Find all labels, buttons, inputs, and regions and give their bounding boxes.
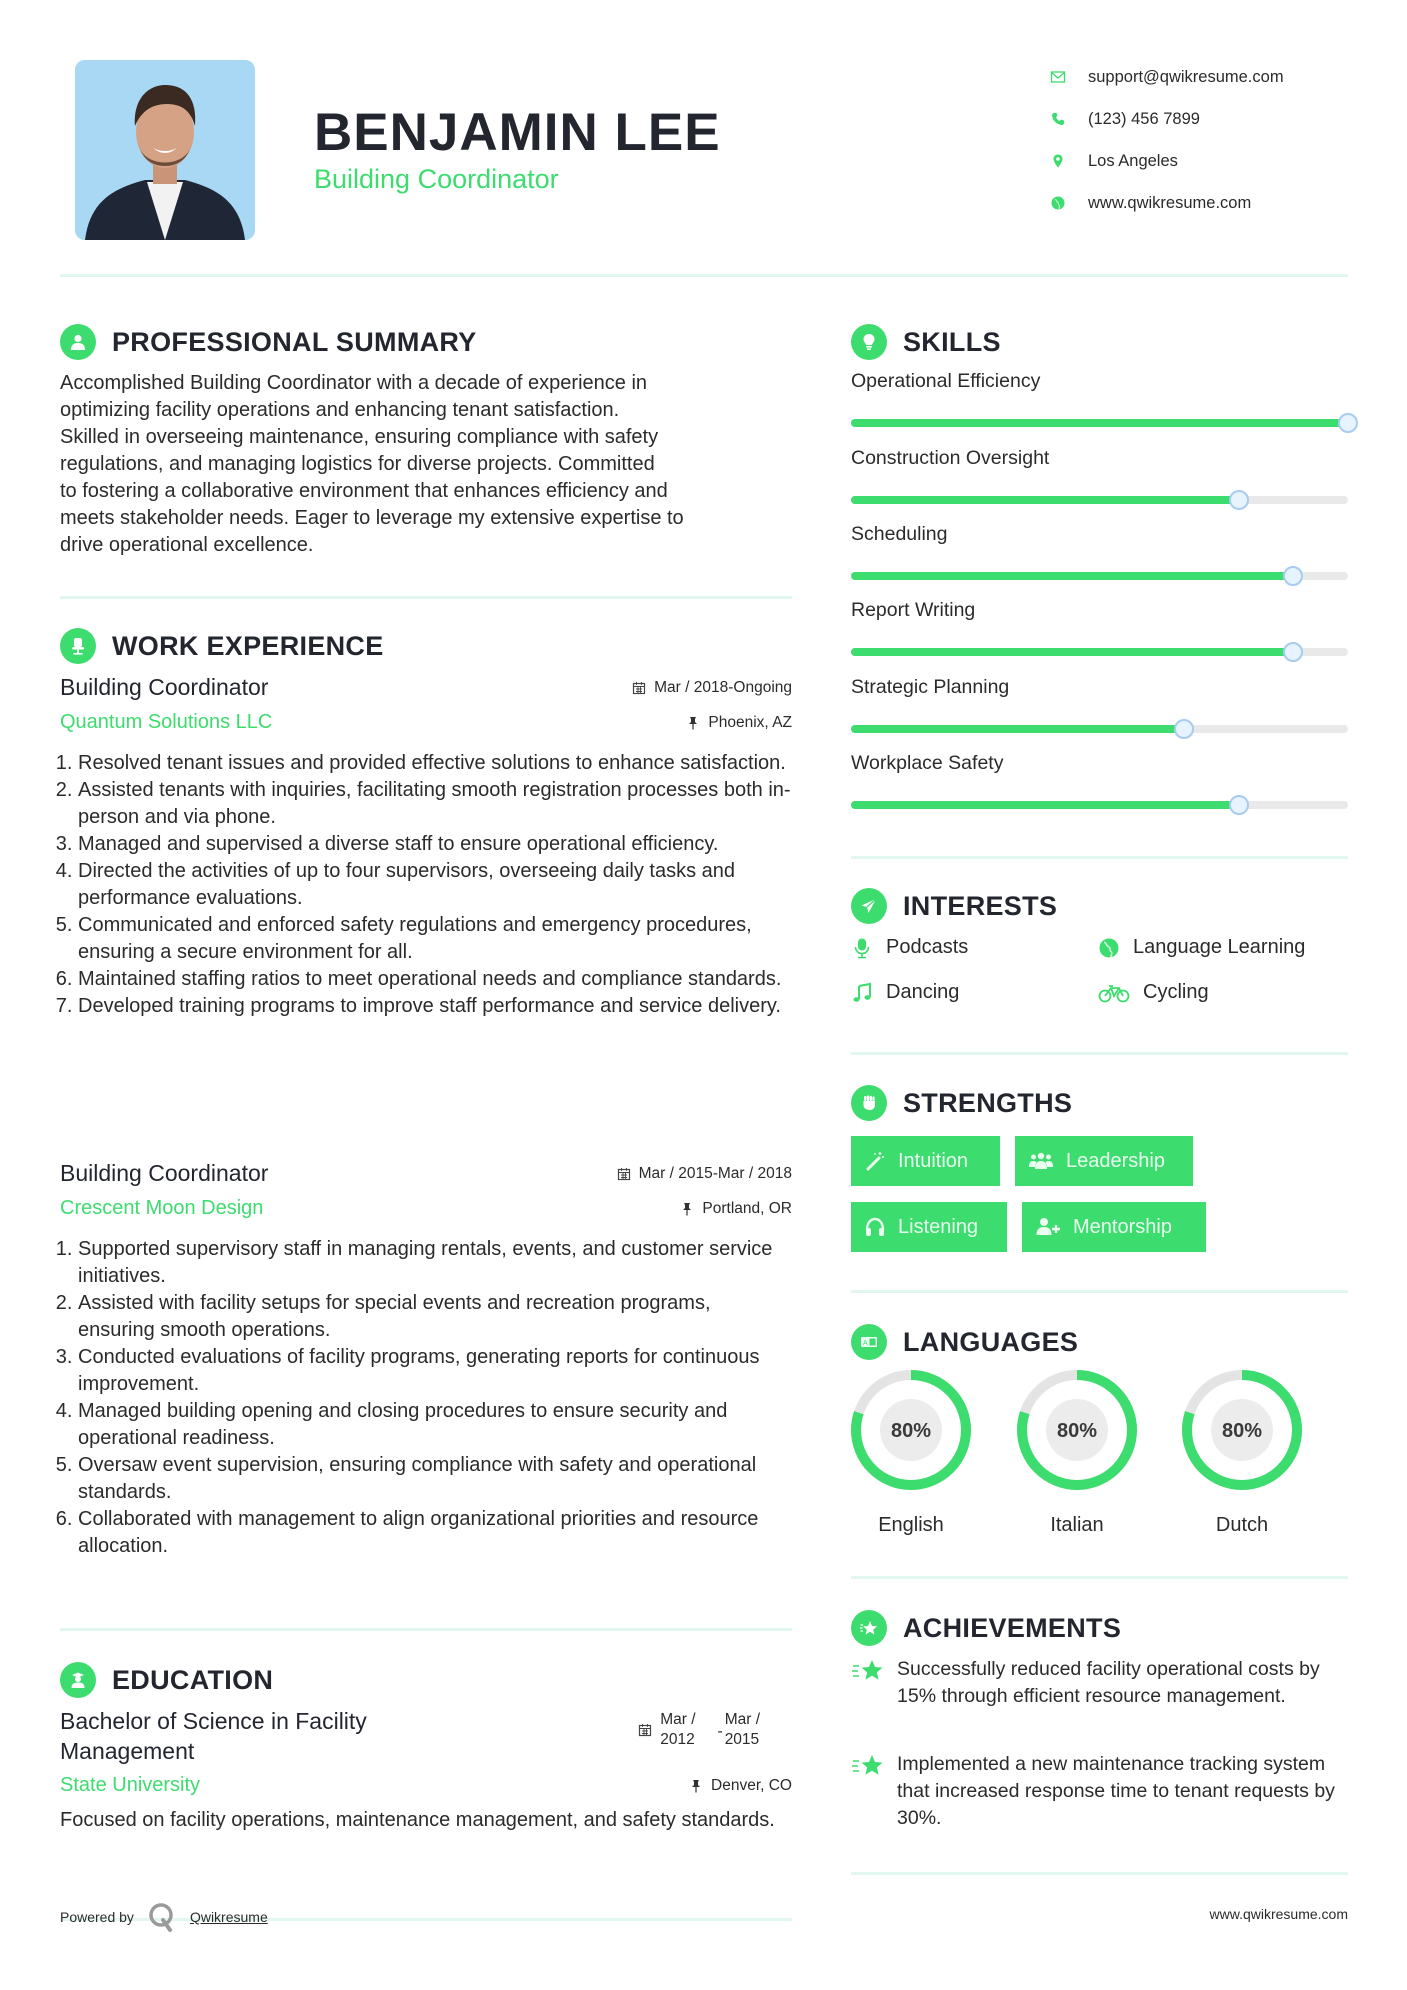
skill-knob[interactable] [1338,413,1358,433]
job-bullet: 4. Directed the activities of up to four supervisors, overseeing daily tasks and performance evaluations. [78,858,792,912]
job-bullets [60,750,792,1020]
language-percent: 80% [1056,1420,1098,1442]
magic-wand-icon [864,1150,886,1172]
experience-heading [60,628,384,664]
job-company: Crescent Moon Design [60,1197,264,1219]
education-location [689,1777,792,1795]
strengths-divider [851,1290,1348,1293]
candidate-name: BENJAMIN LEE [314,103,721,162]
date-separator: - [717,1723,723,1740]
paper-plane-icon [851,888,887,924]
achievement-text: Implemented a new maintenance tracking system that increased response time to tenant requests by 30%. [897,1753,1335,1829]
summary-heading [60,324,477,360]
school-name: State University [60,1774,201,1796]
skills-divider [851,856,1348,859]
skill-fill [851,572,1293,580]
strength-badge-intuition [851,1136,1000,1186]
skill-name: Report Writing [851,599,976,621]
interest-label: Language Learning [1133,936,1306,958]
skills-title: SKILLS [903,326,1001,357]
summary-line: Accomplished Building Coordinator with a decade of experience in [60,372,648,394]
skill-knob[interactable] [1229,795,1249,815]
languages-divider [851,1576,1348,1579]
calendar-icon [638,1723,652,1737]
achievement-text: Successfully reduced facility operational costs by 15% through efficient resource management. [897,1658,1320,1707]
calendar-icon [632,681,646,695]
interest-label: Cycling [1143,981,1209,1003]
languages-heading [851,1324,1078,1360]
pushpin-icon [689,1779,703,1793]
skill-fill [851,419,1348,427]
job-bullet: 5. Communicated and enforced safety regulations and emergency procedures, ensuring a secure environment for all. [78,912,792,966]
achievements-title: ACHIEVEMENTS [903,1612,1122,1643]
qwikresume-link[interactable]: Qwikresume [189,1909,268,1925]
job-title: Building Coordinator [60,674,269,700]
job-location-text: Portland, OR [702,1199,792,1217]
strength-badge-mentorship [1022,1202,1206,1252]
education-dates [638,1710,760,1750]
skill-knob[interactable] [1229,490,1249,510]
user-plus-icon [1035,1216,1061,1238]
summary-text [60,370,800,559]
job-dates [632,679,792,697]
pushpin-icon [686,716,700,730]
achievement-item [851,1751,1361,1832]
skill-knob[interactable] [1174,719,1194,739]
skill-item [851,599,1348,656]
shooting-star-icon [851,1658,885,1684]
education-location-text: Denver, CO [711,1776,792,1794]
strength-label: Listening [898,1215,979,1238]
experience-title: WORK EXPERIENCE [112,630,384,661]
contact-email-text: support@qwikresume.com [1088,67,1284,86]
location-icon [1050,153,1088,169]
job-bullet: 6. Maintained staffing ratios to meet operational needs and compliance standards. [78,966,792,993]
skill-fill [851,801,1239,809]
interest-item [1098,981,1209,1004]
education-title: EDUCATION [112,1664,274,1695]
strength-badge-leadership [1015,1136,1193,1186]
job-bullet: 6. Collaborated with management to align organizational priorities and resource allocation. [78,1506,792,1560]
education-heading [60,1662,273,1698]
skill-slider[interactable] [851,419,1348,427]
interest-item [1098,936,1305,959]
strength-label: Intuition [898,1149,969,1172]
powered-by-label: Powered by [60,1909,134,1925]
contact-website-text: www.qwikresume.com [1088,193,1252,212]
languages-title: LANGUAGES [903,1326,1079,1357]
strength-label: Leadership [1066,1149,1165,1172]
skill-name: Operational Efficiency [851,370,1041,392]
job-location-text: Phoenix, AZ [708,713,792,731]
language-progress-ring [851,1370,971,1490]
skill-knob[interactable] [1283,642,1303,662]
skill-item [851,447,1348,504]
skill-name: Workplace Safety [851,752,1004,774]
graduate-icon [60,1662,96,1698]
interests-title: INTERESTS [903,890,1058,921]
language-name: English [878,1514,944,1536]
contact-location-text: Los Angeles [1088,151,1178,170]
mail-icon [1050,69,1088,85]
strengths-title: STRENGTHS [903,1087,1073,1118]
footer-website[interactable]: www.qwikresume.com [1209,1906,1348,1922]
language-progress-ring [1017,1370,1137,1490]
contact-website[interactable] [1050,182,1284,224]
strengths-heading [851,1085,1072,1121]
job-bullet: 2. Assisted tenants with inquiries, facilitating smooth registration processes both in-person and via phone. [78,777,792,831]
calendar-icon [617,1167,631,1181]
experience-divider [60,1628,792,1631]
degree-line: Management [60,1738,195,1764]
profile-photo [75,60,255,240]
language-percent: 80% [1221,1420,1263,1442]
degree-line: Bachelor of Science in Facility [60,1708,367,1734]
skills-heading [851,324,1001,360]
office-chair-icon [60,628,96,664]
users-icon [1028,1150,1054,1172]
skill-fill [851,496,1239,504]
degree [60,1706,367,1766]
language-progress-ring [1182,1370,1302,1490]
strength-label: Mentorship [1073,1215,1172,1238]
summary-line: Skilled in overseeing maintenance, ensuring compliance with safety [60,426,659,448]
contact-phone-text: (123) 456 7899 [1088,109,1200,128]
summary-line: drive operational excellence. [60,534,314,556]
contact-email[interactable] [1050,56,1284,98]
language-item [851,1370,971,1537]
pushpin-icon [680,1202,694,1216]
summary-line: regulations, and managing logistics for diverse projects. Committed [60,453,655,475]
summary-divider [60,596,792,599]
phone-icon [1050,111,1088,127]
skill-name: Construction Oversight [851,447,1050,469]
job-entry-1 [60,674,792,1020]
music-note-icon [851,982,873,1004]
language-item [1017,1370,1137,1537]
achievements-heading [851,1610,1121,1646]
user-icon [60,324,96,360]
interests-heading [851,888,1057,924]
language-item [1182,1370,1302,1537]
skill-slider[interactable] [851,725,1348,733]
job-bullet: 3. Conducted evaluations of facility programs, generating reports for continuous improvement. [78,1344,792,1398]
interests-divider [851,1052,1348,1055]
interest-label: Dancing [886,981,960,1003]
skill-knob[interactable] [1283,566,1303,586]
skill-item [851,676,1348,733]
job-bullets [60,1236,792,1560]
job-bullet: 5. Oversaw event supervision, ensuring compliance with safety and operational standards. [78,1452,792,1506]
job-entry-2 [60,1160,792,1560]
skill-item [851,752,1348,809]
job-company: Quantum Solutions LLC [60,711,273,733]
bicycle-icon [1098,982,1130,1004]
skill-item [851,523,1348,580]
globe-icon [1050,195,1088,211]
qwikresume-logo-icon [148,1902,176,1932]
skill-fill [851,648,1293,656]
globe-icon [1098,937,1120,959]
contact-list [1050,56,1284,224]
contact-phone[interactable] [1050,98,1284,140]
svg-text:A: A [863,1340,868,1347]
language-name: Dutch [1215,1514,1269,1536]
summary-line: to fostering a collaborative environment that enhances efficiency and [60,480,668,502]
skill-slider[interactable] [851,572,1348,580]
job-dates [617,1165,792,1183]
summary-title: PROFESSIONAL SUMMARY [112,326,477,357]
interest-item [851,981,959,1004]
powered-by [60,1902,268,1932]
date-end: Mar / 2015 [724,1711,760,1748]
skill-item [851,370,1348,427]
lightbulb-icon [851,324,887,360]
headphones-icon [864,1216,886,1238]
fist-icon [851,1085,887,1121]
education-description: Focused on facility operations, maintenance management, and safety standards. [60,1809,775,1831]
language-name: Italian [1050,1514,1104,1536]
job-bullet: 4. Managed building opening and closing procedures to ensure security and operational readiness. [78,1398,792,1452]
job-bullet: 2. Assisted with facility setups for special events and recreation programs, ensuring smooth operations. [78,1290,792,1344]
header-divider [60,274,1348,277]
job-bullet: 1. Resolved tenant issues and provided effective solutions to enhance satisfaction. [78,750,792,777]
skill-name: Strategic Planning [851,676,1010,698]
date-start: Mar / 2012 [660,1711,696,1748]
summary-line: optimizing facility operations and enhancing tenant satisfaction. [60,399,620,421]
job-location [680,1200,792,1218]
microphone-icon [851,937,873,959]
portrait-icon [75,60,255,240]
summary-line: meets stakeholder needs. Eager to leverage my extensive expertise to [60,507,684,529]
job-dates-text: Mar / 2018-Ongoing [654,678,792,696]
candidate-role: Building Coordinator [314,164,559,194]
job-location [686,714,792,732]
language-percent: 80% [890,1420,932,1442]
translate-icon [851,1324,887,1360]
interest-label: Podcasts [886,936,969,958]
education-entry [60,1706,792,1834]
skill-fill [851,725,1184,733]
job-dates-text: Mar / 2015-Mar / 2018 [638,1164,792,1182]
job-bullet: 3. Managed and supervised a diverse staff to ensure operational efficiency. [78,831,792,858]
strength-badge-listening [851,1202,1007,1252]
skill-slider[interactable] [851,801,1348,809]
skill-name: Scheduling [851,523,948,545]
job-bullet: 1. Supported supervisory staff in managing rentals, events, and customer service initiatives. [78,1236,792,1290]
skill-slider[interactable] [851,648,1348,656]
achievements-divider [851,1872,1348,1875]
shooting-star-icon [851,1753,885,1779]
interest-item [851,936,968,959]
star-badge-icon [851,1610,887,1646]
skill-slider[interactable] [851,496,1348,504]
contact-location [1050,140,1284,182]
job-bullet: 7. Developed training programs to improve staff performance and service delivery. [78,993,792,1020]
achievement-item [851,1656,1361,1710]
job-title: Building Coordinator [60,1160,269,1186]
